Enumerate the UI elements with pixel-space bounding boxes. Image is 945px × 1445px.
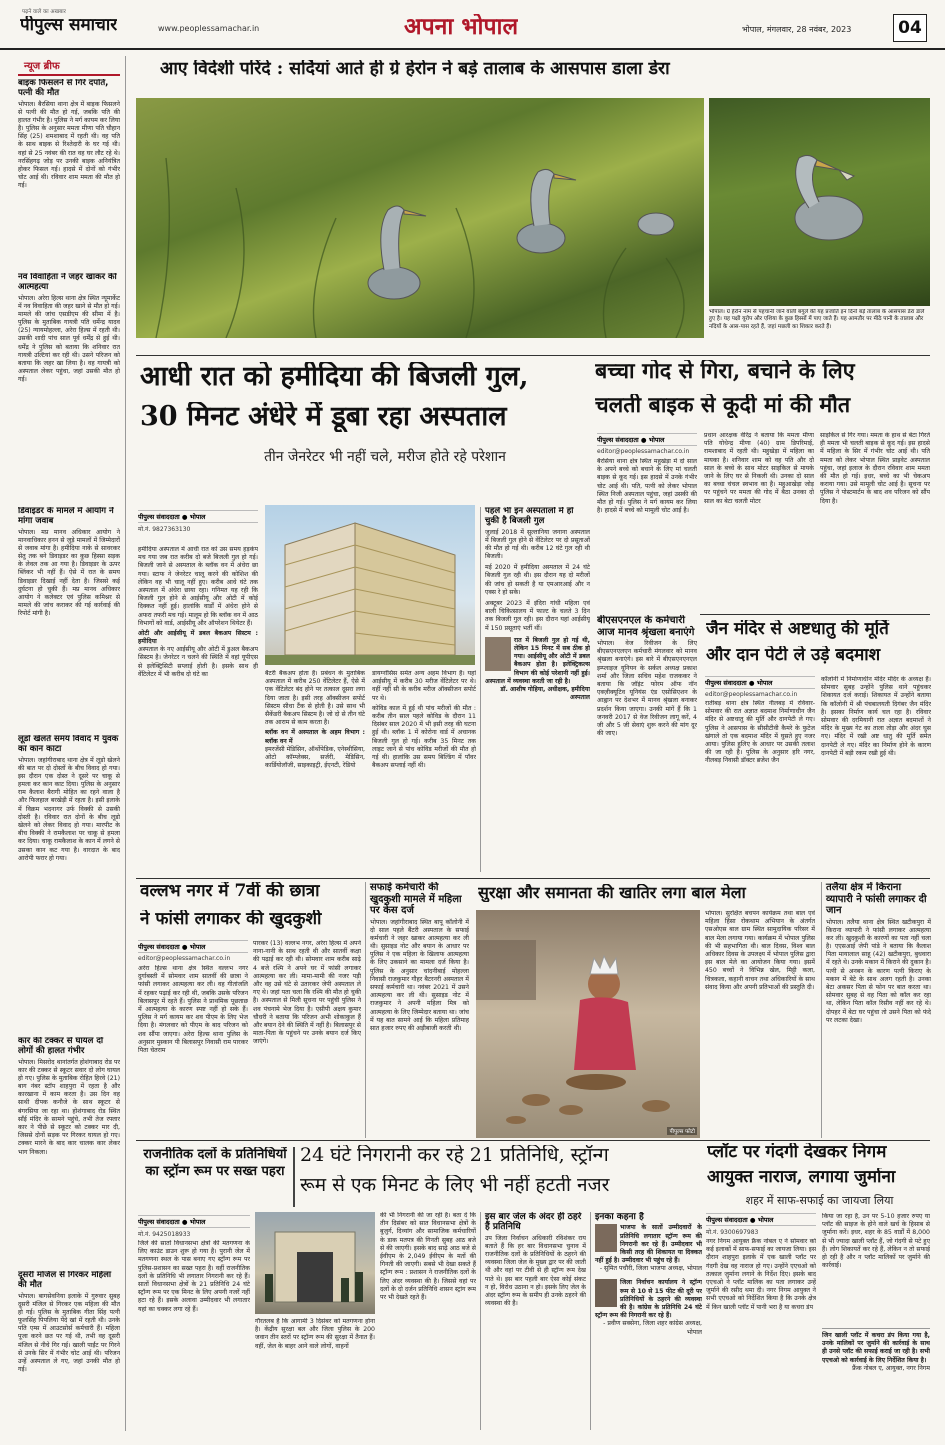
masthead-tagline: पढ़ने वाले का अखबार: [22, 9, 66, 15]
garbage-byline: पीपुल्स संवाददाता ● भोपाल: [706, 1213, 816, 1226]
factbox-headline: पहले भी इन अस्पतालों में हो चुकी है बिजली गुल: [485, 507, 574, 526]
divider-mid: [136, 878, 930, 879]
strongroom-byline: पीपुल्स संवाददाता ● भोपाल: [138, 1215, 250, 1228]
quote-2: जिला निर्वाचन कार्यालय ने स्ट्रॉन्ग रूम से 10 से 15 फीट की दूरी पर प्रतिनिधियों के ठहरने की व्यवस्था की है। कांग्रेस के प्रतिनिधि 24 घंटे स्ट्रॉन्ग रूम की निगरानी कर रहे हैं।: [595, 1279, 702, 1320]
jail-gate-illustration: [255, 1212, 375, 1314]
strongroom-col2: गौरतलब है कि आगामी 3 दिसंबर को मतगणना होना है। केंद्रीय सुरक्षा बल और जिला पुलिस के 200 जवान तीन स्तरों पर स्ट्रॉन्ग रूम की सुरक्षा में तैनात हैं। वहीं, जेल के बाहर आने वाले लोगों, वाहनों: [255, 1318, 375, 1350]
bike-col3: साइकिल से गिर गया। ममता के हाथ से बेटा गिरते ही ममता भी चलती बाइक से कूद गई। इस हादसे में महिला के सिर में गंभीर चोट आई थी। पति ममता को लेकर भोपाल स्थित प्राइवेट अस्पताल पहुंचा, जहां इलाज के दौरान रविवार शाम ममता की मौत हो गई। इधर, बच्चे का भी चेकअप कराया गया। उसे मामूली चोट आई है। सूचना पर पुलिस ने पोस्टमार्टम के बाद शव परिजन को सौंप दिया है।: [820, 432, 930, 505]
garbage-note-by: फ्रैंक नोबल ए, आयुक्त, नगर निगम: [852, 1364, 930, 1372]
jain-col2: कॉलोनी में निर्माणाधीन मंदिर मंदिर के अध्यक्ष हैं। सोमवार सुबह उन्होंने पुलिस थाने पहुंचकर शिकायत दर्ज कराई। शिकायत में उन्होंने बताया कि कॉलोनी में श्री पंचबालयती दिगंबर जैन मंदिर है। इसका निर्माण कार्य चल रहा है। रविवार सोमवार की दरमियानी रात अज्ञात बदमाशों ने मंदिर के मुख्य गेट का ताला तोड़ा और अंदर घुस गए। मंदिर में रखी अष्ट धातु की मूर्ति समेत दानपेटी ले गए। मंदिर का निर्माण होने के कारण दानपेटी में बड़ी रकम रखी हुई थी।: [821, 676, 931, 757]
strongroom-photo: [255, 1212, 375, 1314]
strongroom-col3: की भी निगरानी की जा रही है। बता दें कि तीन दिसंबर को सात विधानसभा क्षेत्रों के बुजुर्ग, दिव्यांग और सामाजिक कर्मचारियों के डाक मतपत्र की गिनती सुबह आठ बजे से की जाएगी। इसके बाद साढ़े आठ बजे से ईवीएम के 2,049 ईवीएम के मतों की गिनती की जाएगी। सबसे भी देखा सकते हैं स्ट्रॉन्ग रूम : प्रशासन ने राजनीतिक दलों के लिए अंदर व्यवस्था की है। जिससे वहां पर दलों के दो दर्जन प्रतिनिधि शासन स्ट्रांग रूम पर भी देखते रहते हैं।: [380, 1212, 476, 1301]
quote-2-by: - प्रवीण सक्सेना, जिला शहर कांग्रेस अध्यक्ष, भोपाल: [603, 1320, 702, 1336]
brief-headline-5: कार की टक्कर से घायल दो लोगों की हालत गंभीर: [18, 1037, 104, 1056]
fair-children-illustration: [476, 910, 700, 1138]
jain-byline: पीपुल्स संवाददाता ● भोपाल: [705, 676, 815, 689]
brief-headline-1: बाइक फिसलने से गिरे दंपति, पत्नी की मौत: [18, 79, 109, 98]
hamidia-col3-sub: कोविड काल में हुई थी पांच मरीजों की मौत : करीब तीन साल पहले कोविड के दौरान 11 दिसंबर साल 2020 में भी इसी तरह की घटना हुई थी। ब्लॉक 1 में कोरोना वार्ड में अचानक बिजली गुल हो गई। करीब 35 मिनट तक लाइट जाने से पांच कोविड मरीजों की मौत हो गई थी। हालांकि उस समय बिल्डिंग में पॉवर बैकअप सप्लाई नहीं थी।: [372, 704, 476, 770]
garbage-subhead: शहर में साफ-सफाई का जायजा लिया: [745, 1194, 894, 1207]
heron-headline: आए विदेशी परिंदे : सर्दियां आते ही ग्रे हेरोन ने बड़े तालाब के आसपास डाला डेरा: [160, 60, 670, 79]
bike-col1: बैरसिया थाना क्षेत्र स्थित महुखेड़ा में दो साल के अपने बच्चे को बचाने के लिए मां चलती बाइक से कूद गई। इस हादसे में उनके गंभीर चोट आई थी। पति, पत्नी को लेकर भोपाल स्थित निजी अस्पताल पहुंचा, जहां उसकी की मौत हो गई। पुलिस ने मर्ग कायम कर लिया है। हादसे में बच्चे को मामूली चोट आई है।: [597, 458, 697, 515]
quotes-headline: इनका कहना है: [595, 1212, 644, 1222]
heron-photo-main: [136, 98, 704, 338]
brief-text-3: भोपाल। मप्र मानव अधिकार आयोग ने मानवाधिकार हनन से जुड़े मामलों में जिम्मेदारों से जवाब मांगा है। हमीदिया नाके से सावरकर सेतु तक बने डिवाइडर का कुछ हिस्सा सड़क के लेवल तक आ गया है। डिवाइडर के ऊपर ब्लिंकर भी नहीं हैं। ऐसे में रात के समय डिवाइडर दिखाई नहीं देता है। जिससे कई दुर्घटना हो चुकी हैं। मप्र मानव अधिकार आयोग ने कलेक्टर एवं पुलिस कमिश्नर से मामले की जांच कराकर की गई कार्रवाई की रिपोर्ट मांगी है।: [18, 528, 120, 618]
brief-text-2: भोपाल। अरेरा हिल्स थाना क्षेत्र स्थित न्यूमार्केट में नव विवाहिता की जहर खाने से मौत हो गई। मामले की जांच एसडीएम की सीमा में है। पुलिस के मुताबिक गायत्री पति धर्मेन्द्र यादव (25) न्यायमोहल्ला, अरेरा हिल्स में रहती थी। उसकी शादी पांच साल पूर्व धर्मेंद्र से हुई थी। धर्मेंद्र ने पुलिस को बताया कि शनिवार रात गायत्री उल्टियां कर रही थी। उसने परिजन को बताया कि जहर खा लिया है। वह गायत्री को अस्पताल लेकर पहुंचा, जहां उसकी मौत हो गई।: [18, 294, 120, 384]
heron-photo-side: [709, 98, 930, 306]
hamidia-col1: [138, 546, 258, 876]
bsnl-headline: बीएसएनएल के कर्मचारी आज मानव श्रृंखला बनाएंगे: [597, 615, 695, 638]
vallabh-email[interactable]: editor@peoplessamachar.co.in: [138, 955, 231, 962]
fair-headline: सुरक्षा और समानता की खातिर लगा बाल मेला: [478, 884, 746, 902]
brief-item-3: [18, 507, 120, 729]
factbox-item-3: अक्टूबर 2023 में इंदिरा गांधी महिला एवं बाली चिकित्सालय में फाल्ट के चलते 3 दिन तक बिजली गुल रही। इस दौरान यहां आईसीयू में 150 प्रसूताएं भर्ती थीं।: [485, 600, 590, 632]
vallabh-byline-block: [138, 940, 248, 964]
strongroom-box-headline: इस बार जेल के अंदर ही ठहरे हैं प्रतिनिधि: [485, 1212, 582, 1233]
congress-leader-photo: [595, 1279, 617, 1307]
divider-bike: [700, 614, 930, 615]
hamidia-byline-block: [138, 510, 258, 535]
strongroom-headline-line2: रूम से एक मिनट के लिए भी नहीं हटती नजर: [300, 1175, 610, 1196]
hamidia-col2-sub: ब्लॉक वन में अस्पताल के अहम विभाग : ब्लॉक वन में: [265, 729, 365, 745]
brief-item-6: [18, 1271, 120, 1431]
bike-byline: पीपुल्स संवाददाता ● भोपाल: [597, 433, 697, 446]
factbox-item-1: जुलाई 2018 में सुल्तानिया जनाना अस्पताल में बिजली गुल होने से वेंटिलेटर पर दो प्रसूताओं की मौत हो गई थी। करीब 12 घंटे गुल रही थी बिजली।: [485, 528, 590, 561]
hamidia-headline-line1: आधी रात को हमीदिया की बिजली गुल,: [140, 362, 529, 392]
hamidia-building-photo: [265, 505, 475, 665]
superintendent-photo: [485, 637, 511, 671]
taliya-story: [821, 882, 931, 1138]
brief-headline-3: डिवाइडर के मामले में आयोग ने मांगा जवाब: [18, 507, 114, 526]
vallabh-headline-line2: ने फांसी लगाकर की खुदकुशी: [140, 910, 322, 929]
brief-text-1: भोपाल। बैरसिया थाना क्षेत्र में बाइक फिसलने से पत्नी की मौत हो गई, जबकि पति की हालत गंभीर है। पुलिस ने मर्ग कायम कर लिया है। पुलिस के अनुसार ममता मीणा पति चौहान सिंह (25) शमशाबाद में रहती थी। वह पति के साथ बाइक से रिश्तेदारी के घर गई थी। वहां से 25 नवंबर की रात वह घर लौट रहे थे। नरसिंहगढ़ जोड़ पर उनकी बाइक अनियंत्रित होकर फिसल गई। हादसे में दोनों को गंभीर चोट आई थी। रविवार शाम ममता की मौत हो गई।: [18, 100, 120, 190]
bike-col2: प्रधान आरक्षक वीरेंद्र ने बताया कि ममता मीणा पति योधेन्द्र मीणा (40) ग्राम डिपरिमाई, रामशाबाद में रहती थी। महुखेड़ा में महिला का मायका है। शनिवार शाम को वह पति और दो साल के बच्चे के साथ मोटर साइकिल से मायके जाने के लिए घर से निकली थी। उनका दो साल का बच्चा चंचल स्वभाव का है। महुआखेड़ा जोड़ पर पहुंचने पर ममता की गोद में बैठा उनका दो साल का बेटा चलती मोटर: [704, 432, 814, 505]
strongroom-quotes: [590, 1212, 702, 1430]
hamidia-headline-line2: 30 मिनट अंधेरे में डूबा रहा अस्पताल: [140, 402, 507, 432]
strongroom-col1: जिले की सातों विधानसभा क्षेत्रों की मतगणना के लिए काउंट डाउन शुरू हो गया है। पुरानी जेल में मतगणना स्थल के पास बनाए गए स्ट्रॉन्ग रूम पर पुलिस-प्रशासन का सख्त पहरा है। वहीं राजनीतिक दलों के प्रतिनिधि भी लगातार निगरानी कर रहे हैं। सातों विधानसभा क्षेत्रों के 21 प्रतिनिधि 24 घंटे स्ट्रॉन्ग रूम पर एक मिनट के लिए अपनी नजरें नहीं हटा रहे हैं। इसके अलावा उम्मीदवार भी लगातार यहां का चक्कर लगा रहे हैं।: [138, 1240, 250, 1313]
hamidia-mobile: मो.नं. 9827363130: [138, 526, 191, 533]
jain-byline-block: [705, 676, 815, 700]
strongroom-box-text: उप जिला निर्वाचन अधिकारी रविशंकर राय बताते हैं कि हर बार विधानसभा चुनाव में राजनीतिक दलों के प्रतिनिधियों के ठहरने की व्यवस्था जिला जेल के मुख्य द्वार पर की जाती थी और वहां पर टीवी से ही स्ट्रॉन्ग रूम देख पाते थे। इस बार पहली बार ऐसा कोई संकट न हो, विरोध उठाना न हो। इसके लिए जेल के अंदर स्ट्रॉन्ग रूम के समीप ही उनके ठहरने की व्यवस्था की है।: [485, 1234, 586, 1308]
brief-item-5: [18, 1037, 120, 1265]
masthead-website[interactable]: www.peoplessamachar.in: [158, 24, 260, 33]
masthead: [0, 0, 945, 50]
vallabh-col2: पारकर (13) वल्लभ नगर, अरेरा हिल्स में अपने नाना-नानी के साथ रहती थी और सातवीं कक्षा की पढ़ाई कर रही थी। सोमवार शाम करीब साढ़े 4 बजे रश्मि ने अपने घर में फांसी लगाकर आत्महत्या कर ली। मामा-मामी की नजर पड़ी और वह उसे घंटे से उतारकर जेपी अस्पताल ले गए थे। जहां पता चला कि रश्मि की मौत हो चुकी है। अस्पताल से मिली सूचना पर पहुंची पुलिस ने शव पंचनामे भेज दिया है। एसीपी अक्षय कुमार चौधरी ने बताया कि परिजन अभी शोकाकुल हैं और बयान देने की स्थिति में नहीं है। बिलासपुर से माता-पिता के पहुंचने पर उनके बयान दर्ज किए जाएंगे।: [253, 940, 361, 1046]
garbage-mobile: मो.नं. 9300697983: [706, 1229, 759, 1236]
brief-headline-2: नव विवाहिता ने जहर खाकर की आत्महत्या: [18, 273, 117, 292]
heron-birds-illustration: [136, 98, 704, 338]
divider-heron: [136, 355, 930, 356]
fair-text: भोपाल। सुरक्षित बचपन कार्यक्रम तथा बाल एवं महिला हिंसा रोकथाम अभियान के अंतर्गत एसओएस बाल ग्राम स्थित सामुदायिक परिसर में बाल मेला लगाया गया। कार्यक्रम में भोपाल पुलिस की भी सहभागिता थी। बाल दिवस, विश्व बाल अधिकार दिवस के उपलक्ष्य में भोपाल पुलिस द्वारा इस बाल मेले का आयोजन किया गया। इसमें 450 बच्चों ने विभिन्न खेल, मिट्टी कला, चित्रकला, कहानी वाचन तथा अधिकारियों के साथ संवाद किया और अपनी प्रतिभाओं की प्रस्तुति दी।: [705, 910, 815, 991]
garbage-col2: किया जा रहा है, उन पर 5-10 हजार रुपए या प्लॉट की साइज के होने वाले खर्च के हिसाब से जुर्माना करें। इधर, शहर के 85 वार्डों में 8,000 से भी ज्यादा खाली प्लॉट हैं, जो गंदगी से पटे हुए हैं। लोग शिकायतें कर रहे हैं, लेकिन न तो सफाई हो रही है और न प्लॉट मालिकों पर जुर्माने की कार्रवाई।: [822, 1213, 930, 1270]
bike-headline-line2: चलती बाइक से कूदी मां की मौत: [595, 394, 851, 418]
news-brief-column: [18, 56, 126, 1431]
fair-photo: [476, 910, 700, 1138]
hamidia-col2-text: बैटरी बैकअप होता है। प्रबंधन के मुताबिक अस्पताल में करीब 250 वेंटिलेटर हैं, ऐसे में एक वेंटिलेटर बंद होने पर तत्काल दूसरा लगा दिया जाता है। इसी तरह ऑक्सीजन सपोर्ट सिस्टम सीधा टैंक से होती है। उसे साथ भी सैकेंडरी बैकअप सिस्टम है। जो दो से तीन घंटे तक आराम से काम करता है।: [265, 670, 365, 727]
vallabh-headline-line1: वल्लभ नगर में 7वीं की छात्रा: [140, 882, 320, 901]
hamidia-col3: [372, 670, 476, 875]
bsnl-story: [597, 615, 697, 877]
garbage-col1: नगर निगम आयुक्त फ्रैंक नोबल ए ने सोमवार को कई इलाकों में साफ-सफाई का जायजा लिया। इस दौरान शाहपुरा इलाके में एक खाली प्लॉट पर गंदगी देख वह नाराज हो गए। उन्होंने एएचओ को तत्काल जुर्माना लगाने के निर्देश दिए। इसके बाद एएचओ ने प्लॉट मालिक का पता लगाकर उन्हें जुर्माने की रसीद थमा दी। नगर निगम आयुक्त ने सभी एएचओ को निर्देशित किया है कि उनके क्षेत्र में किन खाली प्लॉट में पानी भरा है या कचरा डंप: [706, 1238, 816, 1311]
vallabh-col1: अरेरा हिल्स थाना क्षेत्र स्थित वल्लभ नगर दुर्गाबस्ती में सोमवार शाम सातवीं की छात्रा ने फांसी लगाकर आत्महत्या कर ली। वह गीतांजलि में रहकर पढ़ाई कर रही थी, जबकि उसके परिजन बिलासपुर में रहते हैं। पुलिस ने प्राथमिक पूछताछ में आत्महत्या के कारण स्पष्ट नहीं हो सके हैं। पुलिस ने मर्ग कायम कर शव पीएम के लिए भेज दिया है। मंगलवार को पीएम के बाद परिजन को शव सौंपा जाएगा। अरेरा हिल्स थाना पुलिस के अनुसार मुस्कान पी बिलासपुर निवासी राम पारकर पिता चेतराम: [138, 965, 248, 1054]
bjp-leader-photo: [595, 1224, 617, 1252]
hamidia-col1b-text: अस्पताल के नए आईसीयू और ओटी में डुअल बैकअप सिस्टम है। जेनरेटर न चलने की स्थिति में वहां यूपीएस से इलेक्ट्रिसिटी सप्लाई होती है। इसके साथ ही वेंटिलेटर में भी करीब दो घंटे का: [138, 646, 258, 678]
brief-headline-6: दूसरी मंजिल से गिरकर महिला की मौत: [18, 1271, 112, 1290]
jain-email[interactable]: editor@peoplessamachar.co.in: [705, 691, 798, 698]
hamidia-col2: [265, 670, 365, 875]
sweeper-text: भोपाल। जहांगीराबाद स्थित बापू कॉलोनी में दो साल पहले बैंटरी अस्पताल के सफाई कर्मचारी ने जहर खाकर आत्महत्या कर ली थी। सुसाइड नोट और बयान के आधार पर पुलिस ने एक महिला के खिलाफ आत्महत्या के लिए उकसाने का मामला दर्ज किया है। पुलिस के अनुसार चांदनीबाई मोहल्ला निवासी राजकुमार गौहर बैटरनरी अस्पताल में सफाई कर्मचारी था। नवंबर 2021 में उसने आत्महत्या कर ली थी। सुसाइड नोट में राजकुमार ने अपनी महिला मित्र को आत्महत्या के लिए जिम्मेदार बताया था। जांच में यह बात सामने आई कि महिला प्रतिमाह सात हजार रुपए की अड़ीबाजी करती थी।: [370, 918, 469, 1032]
strongroom-divider-vertical: [293, 1147, 295, 1207]
taliya-text: भोपाल। तलैया थाना क्षेत्र स्थित खटीकपुरा में किराना व्यापारी ने फांसी लगाकर आत्महत्या कर ली। खुदकुशी के कारणों का पता नहीं चला है। एएसआई जेपी पांडे ने बताया कि कैलाश पिता मायालाल साहू (42) खटीकपुरा, बुधवारा में रहते थे। उनके मकान में किराने की दुकान है। पत्नी से अनबन के कारण पत्नी किराए के मकान में बेटे के साथ अलग रहती है। उनका बेटा अकसर पिता से फोन पर बात करता था। सोमवार सुबह से वह पिता को कॉल कर रहा था, लेकिन पिता कॉल रिसीव नहीं कर रहे थे। दोपहर में बेटा घर पहुंचा तो उसने पिता को फंदे पर लटका देखा।: [826, 918, 931, 1024]
sweeper-story: [365, 882, 469, 1138]
hamidia-col2b-text: इमरजेंसी मेडिसिन, ऑर्थोपेडिक, एनेस्थीसिया, ओटो कॉम्प्लेक्स, सर्जरी, मेडिसिन, कार्डियोलॉजी, साइकाइट्री, ईएनटी, रेडियो: [265, 745, 365, 770]
brief-item-2: [18, 273, 120, 501]
garbage-headline-line2: आयुक्त नाराज, लगाया जुर्माना: [707, 1168, 896, 1187]
jain-col1: रातीबड़ थाना क्षेत्र स्थित नीलबड़ में रविवार-सोमवार की रात अज्ञात बदमाश निर्माणाधीन जैन मंदिर से अष्टधातु की मूर्ति और दानपेटी ले गए। पुलिस ने आसपास के सीसीटीवी कैमरे के फुटेज खंगाले तो एक बदमाश मंदिर में घुसते हुए नजर आया। पुलिस हुलिए के आधार पर उसकी तलाश की जा रही है। पुलिस के अनुसार हरि नगर, नीलबड़ निवासी डॉक्टर ब्रजेश जैन: [705, 700, 815, 765]
masthead-logo: पीपुल्स समाचार: [20, 16, 118, 35]
sweeper-headline: सफाई कर्मचारी की खुदकुशी मामले में महिला पर केस दर्ज: [370, 882, 462, 916]
quote-1: भाजपा के सातों उम्मीदवारों के प्रतिनिधि लगातार स्ट्रॉन्ग रूम की निगरानी कर रहे हैं। उम्मीदवार भी किसी तरह की शिकायत या दिक्कत नहीं हुई है। उम्मीदवार भी पहुंच रहे हैं।: [595, 1224, 702, 1265]
heron-caption: भोपाल। ग्रे हेरोन नाम से पहचानी जाने वाली बगुले की यह प्रजाति इन दिनों बड़े तालाब के आसपास डेरा डाले हुए है। यह पक्षी यूरोप और एशिया के कुछ हिस्सों में पाए जाते हैं। यह आमतौर पर मीठे पानी के तालाब और नदियों के आस-पास रहते हैं, जहां मछली का शिकार करते हैं।: [709, 309, 925, 330]
brief-item-4: [18, 735, 120, 1031]
brief-item-1: [18, 79, 120, 267]
quote-1-by: - सुमित पचौरी, जिला भाजपा अध्यक्ष, भोपाल: [599, 1265, 702, 1273]
brief-text-6: भोपाल। बागसेवनिया इलाके में गुरुवार सुबह दूसरी मंजिल से गिरकर एक महिला की मौत हो गई। पुलिस के मुताबिक गीता सिंह पत्नी फूलसिंह पिपलिया पेंदे खां में रहती थी। उनके पति एम्स में आउटसोर्स कर्मचारी हैं। महिला पूजा करने छत पर गई थी, तभी वह दूसरी मंजिल से नीचे गिर गई। खाली पाईंट पर गिरने से उनके सिर में गंभीर चोट आई थी। परिजन उन्हें अस्पताल ले गए, जहां उनकी मौत हो गई।: [18, 1292, 120, 1374]
garbage-headline-line1: प्लॉट पर गंदगी देखकर निगम: [707, 1143, 887, 1162]
factbox-item-2: मई 2020 में हमीदिया अस्पताल में 24 घंटे बिजली गुल रही थी। इस दौरान यह दो मरीजों की जांच हो सकती है या एमआरआई और न एक्स रे हो सके।: [485, 564, 590, 596]
bsnl-text: भोपाल। वेज रिवीजन के लिए बीएसएनएलएन कर्मचारी मंगलवार को मानव श्रृंखला बनाएंगे। इस बारे में बीएसएनएनएल इम्प्लाइज यूनियन के सर्कल अध्यक्ष प्रकाश शर्मा और जिला सचिव महेश राजककर ने बताया कि जॉइंट फोरम ऑफ नॉन एक्ज़ीक्यूटिव यूनियंस एंड एसोसिएशन के आह्वान पर देशभर में मानव श्रृंखला बनाकर प्रदर्शन किया जाएगा। उनकी मांगें हैं कि 1 जनवरी 2017 से वेज रिवीजन लागू करें, 4 जी और 5 जी सेवाएं शुरू करने की मांग दूर की जाए।: [597, 640, 697, 738]
hospital-building-illustration: [265, 505, 475, 665]
garbage-byline-block: [706, 1213, 816, 1238]
hamidia-col1-text: हमीदिया अस्पताल में आधी रात को उस समय हड़कंप मच गया जब रात करीब दो बजे बिजली गुल हो गई। बिजली जाने से अस्पताल के ब्लॉक वन में अंधेरा छा गया। स्टाफ ने जेनरेटर चालू करने की कोशिश की लेकिन वह भी चालू नहीं हुए। करीब आधे घंटे तक अस्पताल में अंधेरा छाया रहा। गनिमत यह रही कि बिजली गुल होने से आईसीयू और ओटी में कोई दिक्कत नहीं हुई। हालांकि वार्डों में अंधेरा होने से अफरा तफरी मच गई। मालूम हो कि ब्लॉक वन में आठ विभागों को वार्ड, आईसीयू और ऑपरेशन थियेटर हैं।: [138, 546, 258, 627]
brief-headline-4: लूडो खेलते समय विवाद में युवक का कान काटा: [18, 735, 119, 754]
fair-photo-credit: पीपुल्स फोटो: [669, 1129, 695, 1135]
bike-byline-block: [597, 433, 697, 457]
hamidia-subhead: तीन जेनरेटर भी नहीं चले, मरीज होते रहे परेशान: [264, 449, 506, 465]
divider-lower: [136, 1140, 930, 1141]
garbage-note-text: जिन खाली प्लॉट में कचरा डंप किया गया है, उनके मालिकों पर जुर्माने की कार्रवाई के साथ ही उनसे प्लॉट की सफाई कराई जा रही है। सभी एएचओ को कार्रवाई के लिए निर्देशित किया है।: [822, 1332, 930, 1364]
taliya-headline: तलैया क्षेत्र में किराना व्यापारी ने फांसी लगाकर दी जान: [826, 882, 927, 916]
hamidia-byline: पीपुल्स संवाददाता ● भोपाल: [138, 510, 258, 523]
garbage-note: [822, 1328, 930, 1430]
superintendent-quote: रात में बिजली गुल हो गई थी, लेकिन 15 मिनट में सब ठीक हो गया। आईसीयू और ओटी में डबल बैकअप होता है। इलेक्ट्रिकल्स विभाग की कोई परेशानी नहीं हुई। अस्पताल में व्यवस्था करती जा रही है।: [485, 636, 590, 685]
strongroom-side-headline: राजनीतिक दलों के प्रतिनिधियों का स्ट्रॉन्ग रूम पर सख्त पहरा: [143, 1147, 287, 1179]
hamidia-col1-sub: ओटी और आईसीयू में डबल बैकअप सिस्टम : हमीदिया: [138, 629, 258, 646]
superintendent-quote-by: डॉ. आशीष गोहिया, अधीक्षक, हमीदिया अस्पताल: [500, 685, 590, 702]
strongroom-headline-line1: 24 घंटे निगरानी कर रहे 21 प्रतिनिधि, स्ट्रॉन्ग: [300, 1145, 609, 1166]
vallabh-byline: पीपुल्स संवाददाता ● भोपाल: [138, 940, 248, 953]
bike-email[interactable]: editor@peoplessamachar.co.in: [597, 448, 690, 455]
strongroom-mobile: मो.नं. 9425018933: [138, 1231, 191, 1238]
masthead-date: भोपाल, मंगलवार, 28 नवंबर, 2023: [742, 25, 852, 34]
page-number: 04: [893, 14, 927, 42]
strongroom-box: [480, 1212, 586, 1430]
section-title: अपना भोपाल: [404, 14, 519, 40]
brief-text-4: भोपाल। जहांगीराबाद थाना क्षेत्र में लूडो खेलने की बात पर दो दोस्तों के बीच विवाद हो गया। इस दौरान एक दोस्त ने दूसरे पर चाकू से हमला कर कान काट दिया। पुलिस के अनुसार राम कैलाश बैरागी मोहित का रहने वाला है और फिलहाल बरखेड़ी में रहता है। इसी इलाके में विक्रम भदनागर उर्फ विक्की से उसकी दोस्ती है। रविवार रात दोनों के बीच लूडो खेलने को लेकर विवाद हो गया। मारपीट के बीच विक्की ने रामकैलाश पर चाकू से हमला कर दिया। चाकू रामकैलाश के कान में लगने से उसका कान कट गया है। वारदात के बाद आरोपी फरार हो गया।: [18, 756, 120, 862]
jain-headline-line2: और दान पेटी ले उड़े बदमाश: [706, 646, 881, 665]
brief-text-5: भोपाल। मिसरोद थानांतर्गत होशंगाबाद रोड पर कार की टक्कर से स्कूटर सवार दो लोग घायल हो गए। पुलिस के मुताबिक रोहित हिरवे (21) बाग नंबर स्टॉप शाहपुरा में रहता है और कारखाना में काम करता है। उस दिन वह साथी दीपक कनौजे के साथ स्कूटर से बंगरसिया जा रहा था। होशंगाबाद रोड स्थित साँई मंदिर के सामने पहुंचे, तभी तेज रफ्तार कार ने पीछे से स्कूटर को टक्कर मार दी, जिससे दोनों सड़क पर गिरकर घायल हो गए। टक्कर मारने के बाद कार चालक कार लेकर भाग निकला।: [18, 1058, 120, 1156]
hamidia-col3-text: डायग्नोसिस समेत अन्य अहम विभाग है। यहां आईसीयू में करीब 30 मरीज वेंटिलेटर पर थे। वहीं नहीं सी के करीब मरीज ऑक्सीजन सपोर्ट पर थे।: [372, 670, 476, 702]
strongroom-byline-block: [138, 1215, 250, 1240]
news-brief-label: न्यूज ब्रीफ: [18, 56, 120, 76]
heron-fishing-illustration: [709, 98, 930, 306]
bike-headline-line1: बच्चा गोद से गिरा, बचाने के लिए: [595, 360, 855, 384]
jain-headline-line1: जैन मंदिर से अष्टधातु की मूर्ति: [706, 620, 889, 639]
hamidia-factbox: [480, 507, 590, 872]
